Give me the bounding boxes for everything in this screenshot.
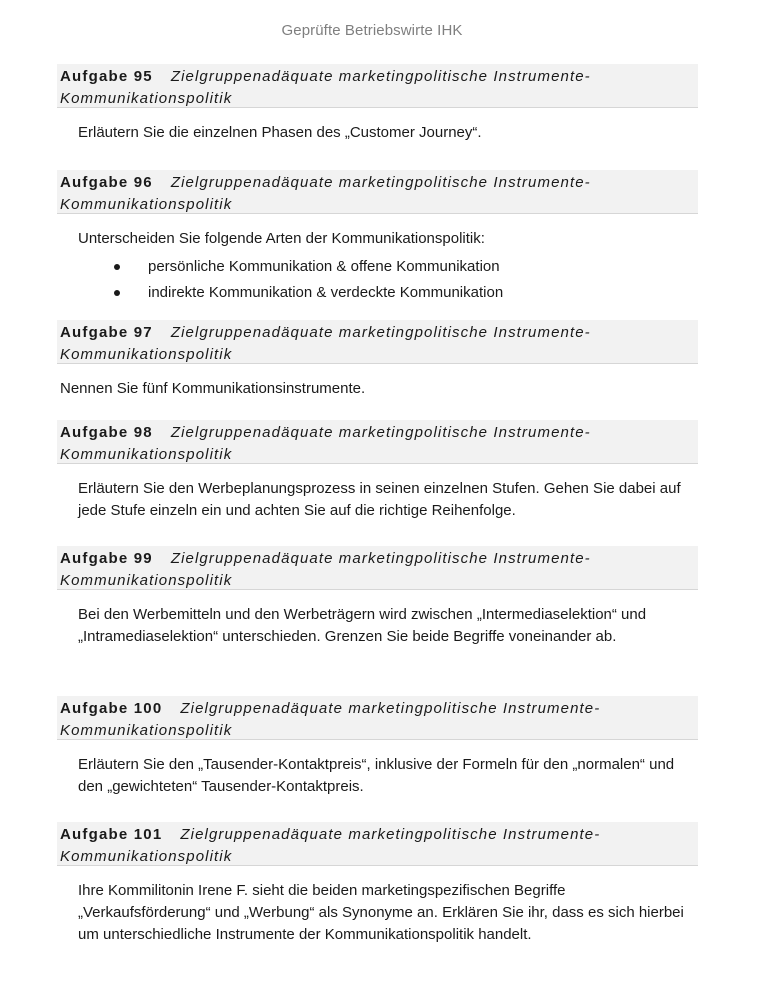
task-topic: Zielgruppenadäquate marketingpolitische Instrumente-Kommunikationspolitik — [60, 324, 591, 363]
task-number: Aufgabe 99 — [60, 550, 153, 567]
list-item — [78, 254, 690, 280]
task-body — [57, 378, 698, 400]
task-heading — [57, 170, 698, 214]
task-topic: Zielgruppenadäquate marketingpolitische Instrumente-Kommunikationspolitik — [60, 550, 591, 589]
task-question: Erläutern Sie die einzelnen Phasen des „Customer Journey“. — [78, 124, 482, 141]
task-100 — [57, 696, 698, 798]
task-topic: Zielgruppenadäquate marketingpolitische Instrumente-Kommunikationspolitik — [60, 700, 601, 739]
task-heading — [57, 320, 698, 364]
task-topic: Zielgruppenadäquate marketingpolitische Instrumente-Kommunikationspolitik — [60, 68, 591, 107]
task-number: Aufgabe 100 — [60, 700, 163, 717]
task-98 — [57, 420, 698, 522]
task-body — [57, 228, 698, 306]
task-body — [57, 604, 698, 648]
task-97 — [57, 320, 698, 400]
bullet-icon — [114, 264, 120, 270]
task-heading — [57, 420, 698, 464]
task-number: Aufgabe 95 — [60, 68, 153, 85]
bullet-list — [78, 254, 690, 306]
task-number: Aufgabe 98 — [60, 424, 153, 441]
task-body — [57, 478, 698, 522]
list-item-text: indirekte Kommunikation & verdeckte Kommunikation — [148, 284, 504, 301]
task-heading — [57, 64, 698, 108]
task-96 — [57, 170, 698, 306]
task-question: Unterscheiden Sie folgende Arten der Kommunikationspolitik: — [78, 230, 485, 247]
task-topic: Zielgruppenadäquate marketingpolitische Instrumente-Kommunikationspolitik — [60, 174, 591, 213]
task-heading — [57, 696, 698, 740]
task-question: Erläutern Sie den Werbeplanungsprozess in seinen einzelnen Stufen. Gehen Sie dabei auf jede Stufe einzeln ein und achten Sie auf die richtige Reihenfolge. — [78, 480, 681, 519]
task-99 — [57, 546, 698, 648]
task-number: Aufgabe 101 — [60, 826, 163, 843]
task-body — [57, 880, 698, 946]
bullet-icon — [114, 290, 120, 296]
task-question: Nennen Sie fünf Kommunikationsinstrumente. — [60, 380, 366, 397]
task-body — [57, 122, 698, 144]
task-body — [57, 754, 698, 798]
task-heading — [57, 822, 698, 866]
page-header: Geprüfte Betriebswirte IHK — [281, 22, 463, 39]
list-item-text: persönliche Kommunikation & offene Kommunikation — [148, 258, 500, 275]
task-question: Bei den Werbemitteln und den Werbeträgern wird zwischen „Intermediaselektion“ und „Intramediaselektion“ unterschieden. Grenzen Sie beide Begriffe voneinander ab. — [78, 606, 647, 645]
list-item — [78, 280, 690, 306]
task-question: Erläutern Sie den „Tausender-Kontaktpreis“, inklusive der Formeln für den „normalen“ und den „gewichteten“ Tausender-Kontaktpreis. — [78, 756, 675, 795]
task-number: Aufgabe 97 — [60, 324, 153, 341]
task-number: Aufgabe 96 — [60, 174, 153, 191]
task-topic: Zielgruppenadäquate marketingpolitische Instrumente-Kommunikationspolitik — [60, 826, 601, 865]
task-topic: Zielgruppenadäquate marketingpolitische Instrumente-Kommunikationspolitik — [60, 424, 591, 463]
task-heading — [57, 546, 698, 590]
task-95 — [57, 64, 698, 144]
task-101 — [57, 822, 698, 946]
task-question: Ihre Kommilitonin Irene F. sieht die beiden marketingspezifischen Begriffe „Verkaufsförderung“ und „Werbung“ als Synonyme an. Erklären Sie ihr, dass es sich hierbei um unterschiedliche Instrumente der Kommunikationspolitik handelt. — [78, 882, 684, 943]
